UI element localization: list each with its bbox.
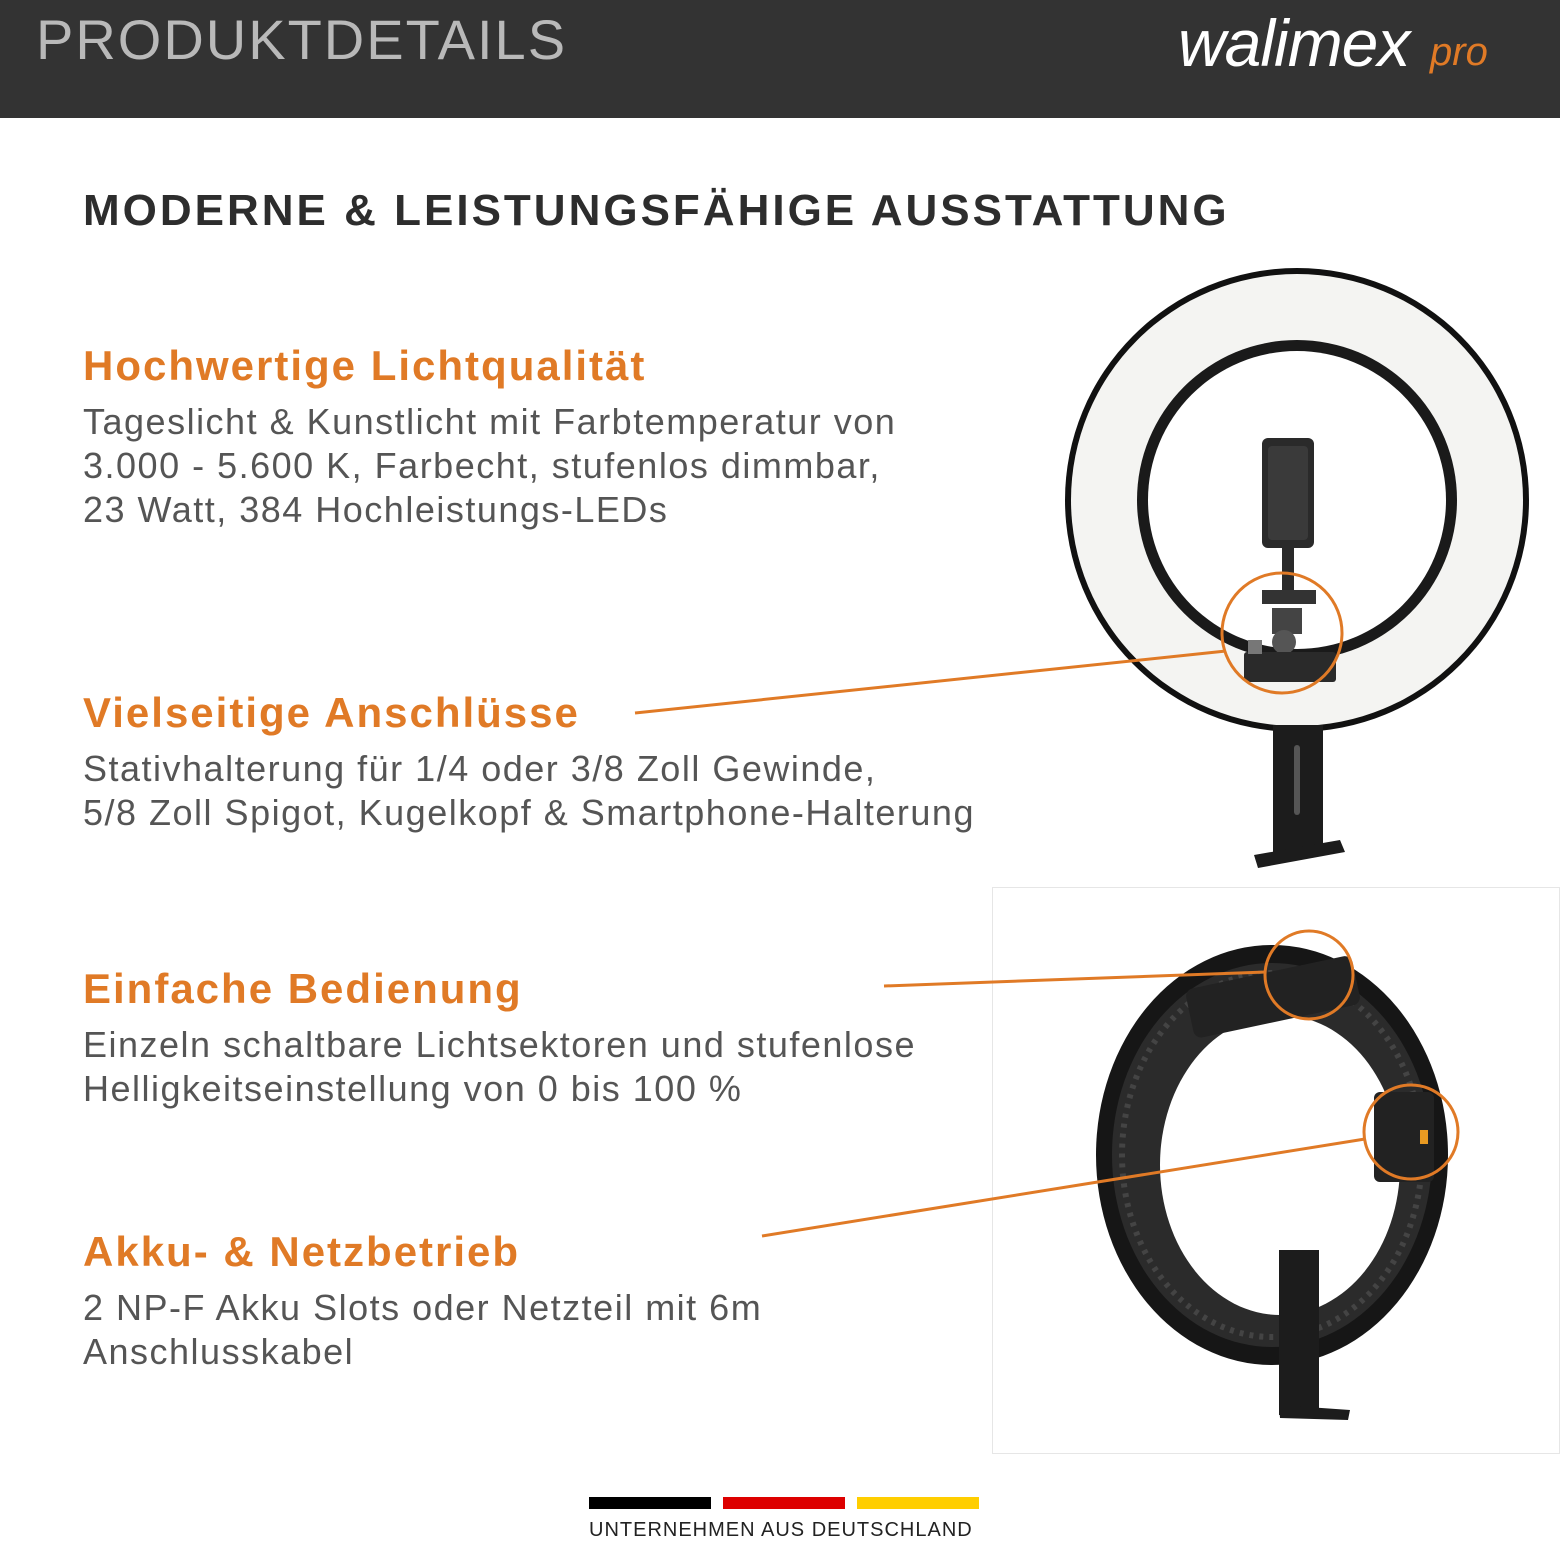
feature-line: 5/8 Zoll Spigot, Kugelkopf & Smartphone-Halterung [83,792,975,833]
feature-line: 3.000 - 5.600 K, Farbecht, stufenlos dimmbar, [83,445,881,486]
feature-line: Anschlusskabel [83,1331,355,1372]
ring-light-front-image [1065,268,1529,868]
flag-stripe-gold [857,1497,979,1509]
feature-heading: Vielseitige Anschlüsse [83,689,580,736]
feature-line: Tageslicht & Kunstlicht mit Farbtemperatur von [83,401,897,442]
feature-heading: Akku- & Netzbetrieb [83,1228,521,1275]
feature-line: Helligkeitseinstellung von 0 bis 100 % [83,1068,743,1109]
flag-stripe-red [723,1497,845,1509]
feature-heading: Einfache Bedienung [83,965,523,1012]
flag-stripe-black [589,1497,711,1509]
feature-line: Stativhalterung für 1/4 oder 3/8 Zoll Gewinde, [83,748,877,789]
logo-suffix: pro [1430,30,1488,74]
ring-light-back-image [1096,945,1448,1420]
logo-wordmark: walimex [1178,6,1410,80]
feature-line: 2 NP-F Akku Slots oder Netzteil mit 6m [83,1287,763,1328]
feature-heading: Hochwertige Lichtqualität [83,342,647,389]
footer-tagline: UNTERNEHMEN AUS DEUTSCHLAND [589,1519,973,1541]
page-title: PRODUKTDETAILS [36,8,568,71]
feature-line: Einzeln schaltbare Lichtsektoren und stufenlose [83,1024,916,1065]
section-title: MODERNE & LEISTUNGSFÄHIGE AUSSTATTUNG [83,186,1230,235]
feature-line: 23 Watt, 384 Hochleistungs-LEDs [83,489,669,530]
